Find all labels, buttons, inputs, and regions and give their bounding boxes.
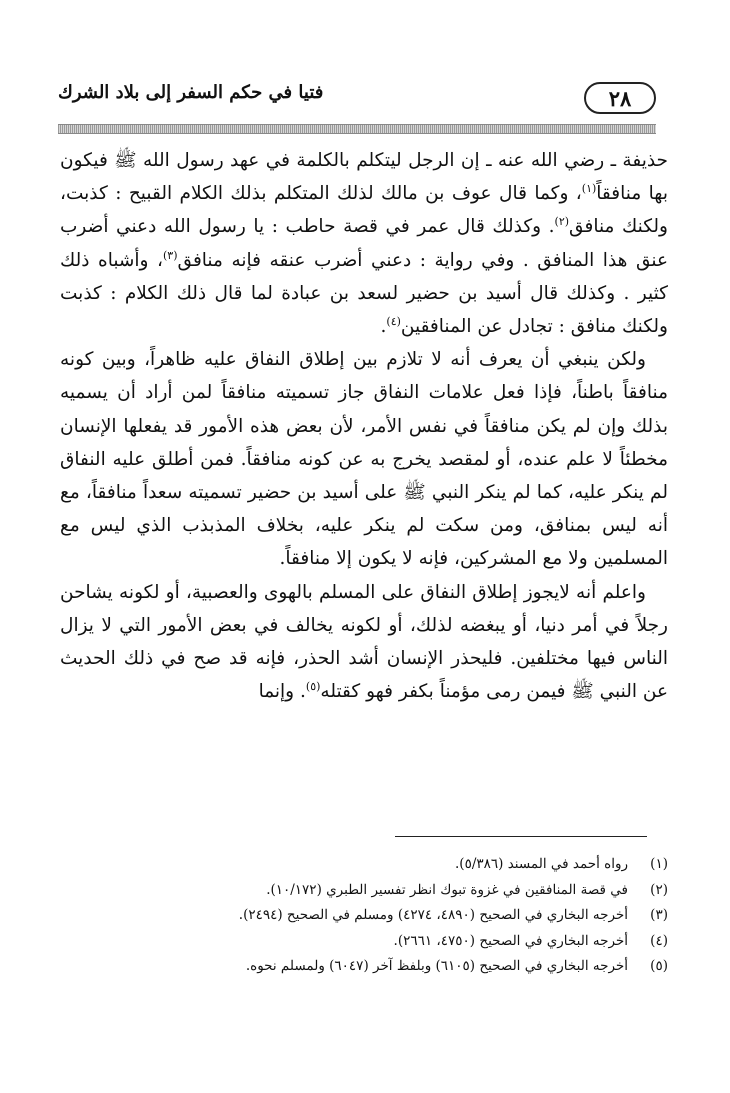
footnote-item bbox=[100, 954, 668, 980]
footnote-ref-4: (٤) bbox=[386, 314, 401, 328]
footnote-ref-3: (٣) bbox=[163, 248, 178, 262]
paragraph-1 bbox=[60, 144, 668, 343]
footnote-number: (٤) bbox=[650, 932, 668, 949]
paragraph-2: ولكن ينبغي أن يعرف أنه لا تلازم بين إطلاق النفاق عليه ظاهراً، وبين كونه منافقاً باطناً، فإذا فعل علامات النفاق جاز تسميته منافقاً لمن أراد أن يسميه بذلك وإن لم يكن منافقاً في نفس الأمر، لأن بعض هذه الأمور قد يفعلها الإنسان مخطئاً لا علم عنده، أو لمقصد يخرج به عن كونه منافقاً. فمن أطلق عليه النفاق لم ينكر عليه، كما لم ينكر النبي ﷺ على أسيد بن حضير تسميته سعداً منافقاً، مع أنه ليس بمنافق، ومن سكت لم ينكر عليه، بخلاف المذبذب الذي ليس مع المسلمين ولا مع المشركين، فإنه لا يكون إلا منافقاً. bbox=[60, 349, 668, 570]
footnote-item bbox=[100, 878, 668, 904]
running-title: فتيا في حكم السفر إلى بلاد الشرك bbox=[58, 82, 324, 103]
footnote-text: أخرجه البخاري في الصحيح (٤٨٩٠، ٤٢٧٤) ومسلم في الصحيح (٢٤٩٤). bbox=[238, 907, 628, 923]
main-text bbox=[60, 144, 668, 708]
footnote-item bbox=[100, 929, 668, 955]
footnote-item bbox=[100, 852, 668, 878]
footnotes bbox=[100, 852, 668, 980]
footnote-number: (٥) bbox=[650, 958, 668, 974]
paragraph-3-part-b: . وإنما bbox=[258, 681, 306, 703]
footnote-text: رواه أحمد في المسند (٥/٣٨٦). bbox=[455, 856, 628, 872]
footnote-item bbox=[100, 903, 668, 929]
footnote-text: أخرجه البخاري في الصحيح (٤٧٥٠، ٢٦٦١). bbox=[393, 932, 628, 949]
paragraph-1-part-e: . bbox=[380, 316, 387, 338]
footnote-text: أخرجه البخاري في الصحيح (٦١٠٥) وبلفظ آخر (٦٠٤٧) ولمسلم نحوه. bbox=[245, 958, 628, 974]
footnote-ref-1: (١) bbox=[581, 182, 597, 196]
paragraph-1-part-d: ، وأشباه ذلك كثير . وكذلك قال أسيد بن حضير لسعد بن عبادة لما قال ذلك الكلام : كذبت ولكنك منافق : تجادل عن المنافقين bbox=[60, 249, 668, 338]
paragraph-3 bbox=[60, 576, 668, 709]
paragraph-1-part-b: ، وكما قال عوف بن مالك لذلك المتكلم بذلك الكلام القبيح : كذبت، ولكنك منافق bbox=[60, 183, 668, 238]
footnote-divider bbox=[395, 836, 647, 837]
page-number: ٢٨ bbox=[584, 82, 656, 114]
page-header bbox=[58, 78, 656, 120]
footnote-ref-5: (٥) bbox=[305, 680, 321, 694]
footnote-ref-2: (٢) bbox=[554, 215, 570, 229]
paragraph-3-part-a: واعلم أنه لايجوز إطلاق النفاق على المسلم بالهوى والعصبية، أو لكونه يشاحن رجلاً في أمر دنيا، أو يبغضه لذلك، أو لكونه يخالف في بعض الأمور التي لا يزال الناس فيها مختلفين. فليحذر الإنسان أشد الحذر، فإنه قد صح في ذلك الحديث عن النبي ﷺ فيمن رمى مؤمناً بكفر فهو كقتله bbox=[60, 581, 668, 703]
footnote-number: (٣) bbox=[650, 907, 668, 923]
footnote-number: (٢) bbox=[650, 881, 668, 898]
footnote-number: (١) bbox=[650, 856, 668, 872]
paragraph-1-part-a: حذيفة ـ رضي الله عنه ـ إن الرجل ليتكلم بالكلمة في عهد رسول الله ﷺ فيكون بها منافقاً bbox=[60, 150, 668, 205]
footnote-text: في قصة المنافقين في غزوة تبوك انظر تفسير الطبري (١٠/١٧٢). bbox=[266, 881, 628, 898]
paragraph-1-part-c: . وكذلك قال عمر في قصة حاطب : يا رسول الله دعني أضرب عنق هذا المنافق . وفي رواية : دعني أضرب عنقه فإنه منافق bbox=[60, 216, 668, 271]
header-divider bbox=[58, 124, 656, 134]
